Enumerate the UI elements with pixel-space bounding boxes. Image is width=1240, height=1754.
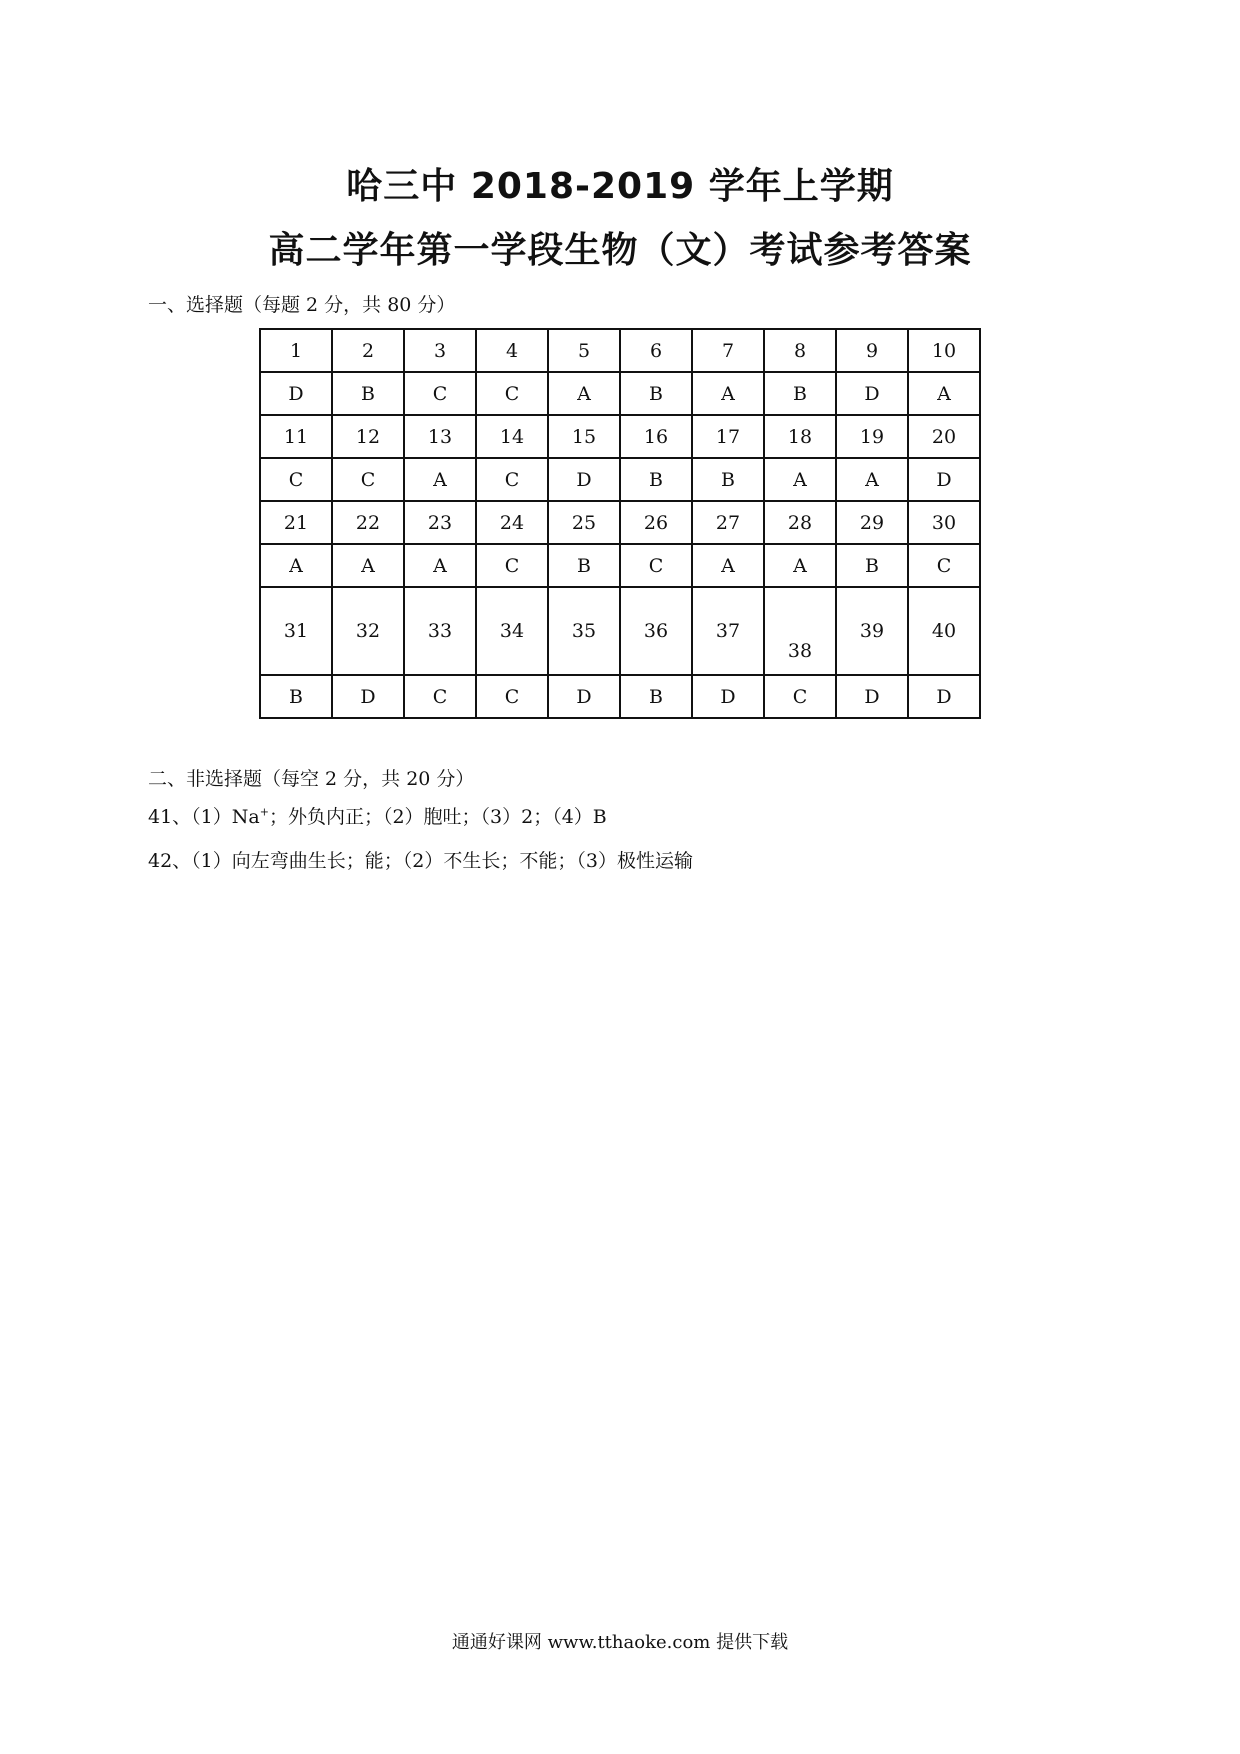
answer-cell: B — [332, 372, 404, 415]
question-number-cell: 5 — [548, 329, 620, 372]
answer-41-suffix: ；外负内正；（2）胞吐；（3）2；（4）B — [268, 806, 607, 828]
answer-cell: D — [332, 675, 404, 718]
question-number-cell: 14 — [476, 415, 548, 458]
answer-cell: B — [764, 372, 836, 415]
answer-cell: A — [908, 372, 980, 415]
answer-cell: C — [332, 458, 404, 501]
question-number-cell: 15 — [548, 415, 620, 458]
answer-cell: C — [260, 458, 332, 501]
answer-cell: B — [620, 372, 692, 415]
answer-41-sup: + — [259, 805, 269, 819]
question-number-cell: 30 — [908, 501, 980, 544]
answer-cell: B — [836, 544, 908, 587]
answer-cell: A — [548, 372, 620, 415]
answer-cell: B — [260, 675, 332, 718]
question-number-cell: 8 — [764, 329, 836, 372]
question-number-cell: 27 — [692, 501, 764, 544]
question-number-cell: 28 — [764, 501, 836, 544]
answer-cell: B — [620, 675, 692, 718]
table-row — [260, 415, 980, 458]
footer-credit: 通通好课网 www.tthaoke.com 提供下载 — [451, 1632, 789, 1653]
question-number-cell: 11 — [260, 415, 332, 458]
question-number-cell: 4 — [476, 329, 548, 372]
answer-cell: A — [764, 458, 836, 501]
question-number-cell: 21 — [260, 501, 332, 544]
question-number-cell: 6 — [620, 329, 692, 372]
answer-cell: C — [476, 544, 548, 587]
question-number-cell: 17 — [692, 415, 764, 458]
question-number-cell: 1 — [260, 329, 332, 372]
answer-cell: B — [548, 544, 620, 587]
question-number-cell: 35 — [548, 587, 620, 675]
answer-cell: A — [404, 544, 476, 587]
question-number-cell: 33 — [404, 587, 476, 675]
question-number-cell: 34 — [476, 587, 548, 675]
question-number-cell: 25 — [548, 501, 620, 544]
question-number-cell: 39 — [836, 587, 908, 675]
table-row — [260, 675, 980, 718]
question-number-cell: 18 — [764, 415, 836, 458]
table-row — [260, 329, 980, 372]
answer-table — [259, 328, 981, 719]
answer-cell: A — [260, 544, 332, 587]
section2-heading: 二、非选择题（每空 2 分，共 20 分） — [148, 768, 475, 790]
table-row — [260, 458, 980, 501]
answer-cell: C — [764, 675, 836, 718]
answer-cell: C — [476, 458, 548, 501]
answer-cell: C — [908, 544, 980, 587]
answer-cell: B — [692, 458, 764, 501]
question-number-cell: 16 — [620, 415, 692, 458]
answer-cell: A — [764, 544, 836, 587]
table-row — [260, 372, 980, 415]
answer-cell: A — [836, 458, 908, 501]
question-number-cell: 13 — [404, 415, 476, 458]
answer-cell: C — [476, 675, 548, 718]
question-number-cell: 22 — [332, 501, 404, 544]
section1-heading: 一、选择题（每题 2 分，共 80 分） — [148, 294, 456, 316]
answer-cell: D — [908, 458, 980, 501]
answer-cell: D — [836, 372, 908, 415]
page-title-line1: 哈三中 2018-2019 学年上学期 — [346, 166, 894, 207]
question-number-cell: 3 — [404, 329, 476, 372]
question-number-cell: 7 — [692, 329, 764, 372]
question-number-cell: 10 — [908, 329, 980, 372]
question-number-cell: 38 — [764, 587, 836, 675]
answer-cell: D — [836, 675, 908, 718]
question-number-cell: 37 — [692, 587, 764, 675]
answer-cell: A — [404, 458, 476, 501]
question-number-cell: 12 — [332, 415, 404, 458]
answer-cell: C — [620, 544, 692, 587]
question-number-cell: 19 — [836, 415, 908, 458]
question-number-cell: 36 — [620, 587, 692, 675]
answer-cell: A — [692, 544, 764, 587]
answer-41 — [148, 802, 607, 829]
question-number-cell: 26 — [620, 501, 692, 544]
question-number-cell: 24 — [476, 501, 548, 544]
answer-cell: C — [476, 372, 548, 415]
question-number-cell: 2 — [332, 329, 404, 372]
question-number-cell: 32 — [332, 587, 404, 675]
answer-41-prefix: 41、（1）Na — [148, 806, 260, 828]
question-number-cell: 40 — [908, 587, 980, 675]
question-number-cell: 20 — [908, 415, 980, 458]
question-number-cell: 29 — [836, 501, 908, 544]
question-number-cell: 23 — [404, 501, 476, 544]
answer-42: 42、（1）向左弯曲生长；能；（2）不生长；不能；（3）极性运输 — [148, 850, 693, 872]
answer-cell: D — [908, 675, 980, 718]
answer-cell: D — [692, 675, 764, 718]
answer-cell: A — [692, 372, 764, 415]
question-number-cell: 31 — [260, 587, 332, 675]
answer-cell: C — [404, 675, 476, 718]
answer-cell: A — [332, 544, 404, 587]
answer-cell: D — [548, 458, 620, 501]
table-row — [260, 587, 980, 675]
answer-cell: C — [404, 372, 476, 415]
answer-cell: B — [620, 458, 692, 501]
table-row — [260, 544, 980, 587]
table-row — [260, 501, 980, 544]
page-title-line2: 高二学年第一学段生物（文）考试参考答案 — [268, 230, 972, 271]
answer-cell: D — [260, 372, 332, 415]
answer-cell: D — [548, 675, 620, 718]
question-number-cell: 9 — [836, 329, 908, 372]
